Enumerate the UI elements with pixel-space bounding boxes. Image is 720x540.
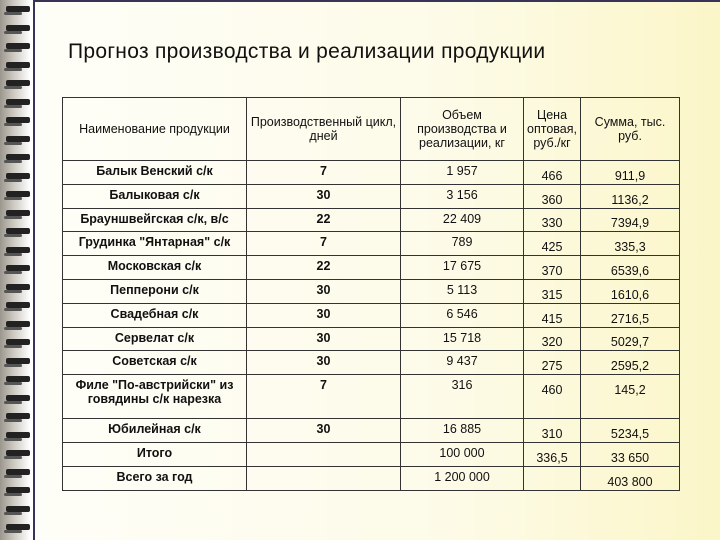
volume-kg-cell: 15 718	[401, 327, 524, 351]
spiral-ring-icon	[6, 432, 30, 438]
volume-kg-cell: 9 437	[401, 351, 524, 375]
volume-kg-cell: 316	[401, 375, 524, 419]
product-name-cell: Свадебная с/к	[63, 303, 247, 327]
spiral-ring-icon	[6, 395, 30, 401]
volume-kg-cell: 1 200 000	[401, 466, 524, 490]
spiral-ring-icon	[6, 25, 30, 31]
price-cell: 310	[524, 419, 581, 443]
product-name-cell: Грудинка "Янтарная" с/к	[63, 232, 247, 256]
sum-cell: 911,9	[581, 161, 680, 185]
product-name-cell: Московская с/к	[63, 256, 247, 280]
header-volume: Объем производства и реализации, кг	[401, 98, 524, 161]
table-row	[63, 375, 680, 419]
cycle-days-cell: 7	[247, 375, 401, 419]
spiral-ring-icon	[6, 413, 30, 419]
spiral-ring-icon	[6, 358, 30, 364]
sum-cell: 403 800	[581, 466, 680, 490]
product-name-cell: Филе "По-австрийски" из говядины с/к нарезка	[63, 375, 247, 419]
sum-cell: 7394,9	[581, 208, 680, 232]
table-row	[63, 327, 680, 351]
volume-kg-cell: 100 000	[401, 442, 524, 466]
spiral-ring-icon	[6, 321, 30, 327]
spiral-ring-icon	[6, 524, 30, 530]
spiral-ring-icon	[6, 191, 30, 197]
cycle-days-cell: 7	[247, 161, 401, 185]
sum-cell: 1136,2	[581, 184, 680, 208]
sum-cell: 2716,5	[581, 303, 680, 327]
price-cell: 415	[524, 303, 581, 327]
table-row	[63, 184, 680, 208]
price-cell: 466	[524, 161, 581, 185]
cycle-days-cell: 30	[247, 184, 401, 208]
cycle-days-cell: 30	[247, 351, 401, 375]
price-cell: 330	[524, 208, 581, 232]
table-row	[63, 466, 680, 490]
page-title: Прогноз производства и реализации продукции	[68, 40, 546, 63]
table-row	[63, 279, 680, 303]
spiral-ring-icon	[6, 339, 30, 345]
table-row	[63, 208, 680, 232]
spiral-ring-icon	[6, 62, 30, 68]
sum-cell: 5234,5	[581, 419, 680, 443]
volume-kg-cell: 5 113	[401, 279, 524, 303]
volume-kg-cell: 6 546	[401, 303, 524, 327]
spiral-ring-icon	[6, 247, 30, 253]
cycle-days-cell	[247, 466, 401, 490]
price-cell: 360	[524, 184, 581, 208]
cycle-days-cell: 22	[247, 256, 401, 280]
spiral-ring-icon	[6, 506, 30, 512]
table-row	[63, 442, 680, 466]
spiral-ring-icon	[6, 117, 30, 123]
header-price: Цена оптовая, руб./кг	[524, 98, 581, 161]
spiral-ring-icon	[6, 154, 30, 160]
spiral-ring-icon	[6, 376, 30, 382]
spiral-ring-icon	[6, 99, 30, 105]
header-name: Наименование продукции	[63, 98, 247, 161]
spiral-ring-icon	[6, 284, 30, 290]
sum-cell: 2595,2	[581, 351, 680, 375]
spiral-ring-icon	[6, 136, 30, 142]
spiral-ring-icon	[6, 210, 30, 216]
cycle-days-cell	[247, 442, 401, 466]
cycle-days-cell: 30	[247, 279, 401, 303]
cycle-days-cell: 30	[247, 327, 401, 351]
sum-cell: 145,2	[581, 375, 680, 419]
notebook-spiral	[0, 0, 32, 540]
spiral-ring-icon	[6, 487, 30, 493]
product-name-cell: Балык Венский с/к	[63, 161, 247, 185]
header-sum: Сумма, тыс. руб.	[581, 98, 680, 161]
product-name-cell: Пепперони с/к	[63, 279, 247, 303]
spiral-ring-icon	[6, 302, 30, 308]
table-row	[63, 351, 680, 375]
volume-kg-cell: 22 409	[401, 208, 524, 232]
spiral-ring-icon	[6, 450, 30, 456]
production-table	[62, 97, 680, 491]
price-cell: 336,5	[524, 442, 581, 466]
cycle-days-cell: 30	[247, 303, 401, 327]
cycle-days-cell: 30	[247, 419, 401, 443]
sum-cell: 6539,6	[581, 256, 680, 280]
spiral-ring-icon	[6, 228, 30, 234]
sum-cell: 335,3	[581, 232, 680, 256]
sum-cell: 1610,6	[581, 279, 680, 303]
sum-cell: 5029,7	[581, 327, 680, 351]
sum-cell: 33 650	[581, 442, 680, 466]
spiral-ring-icon	[6, 173, 30, 179]
volume-kg-cell: 16 885	[401, 419, 524, 443]
spiral-ring-icon	[6, 80, 30, 86]
volume-kg-cell: 3 156	[401, 184, 524, 208]
product-name-cell: Советская с/к	[63, 351, 247, 375]
cycle-days-cell: 22	[247, 208, 401, 232]
volume-kg-cell: 17 675	[401, 256, 524, 280]
table-row	[63, 256, 680, 280]
cycle-days-cell: 7	[247, 232, 401, 256]
price-cell: 315	[524, 279, 581, 303]
spiral-ring-icon	[6, 6, 30, 12]
header-cycle: Производственный цикл, дней	[247, 98, 401, 161]
spiral-ring-icon	[6, 43, 30, 49]
volume-kg-cell: 1 957	[401, 161, 524, 185]
table-row	[63, 232, 680, 256]
product-name-cell: Балыковая с/к	[63, 184, 247, 208]
table-row	[63, 419, 680, 443]
product-name-cell: Сервелат с/к	[63, 327, 247, 351]
spiral-ring-icon	[6, 469, 30, 475]
price-cell: 320	[524, 327, 581, 351]
product-name-cell: Юбилейная с/к	[63, 419, 247, 443]
price-cell	[524, 466, 581, 490]
product-name-cell: Всего за год	[63, 466, 247, 490]
spiral-ring-icon	[6, 265, 30, 271]
table-row	[63, 303, 680, 327]
price-cell: 275	[524, 351, 581, 375]
price-cell: 460	[524, 375, 581, 419]
product-name-cell: Брауншвейгская с/к, в/с	[63, 208, 247, 232]
price-cell: 370	[524, 256, 581, 280]
table-header-row	[63, 98, 680, 161]
table-row	[63, 161, 680, 185]
volume-kg-cell: 789	[401, 232, 524, 256]
price-cell: 425	[524, 232, 581, 256]
product-name-cell: Итого	[63, 442, 247, 466]
